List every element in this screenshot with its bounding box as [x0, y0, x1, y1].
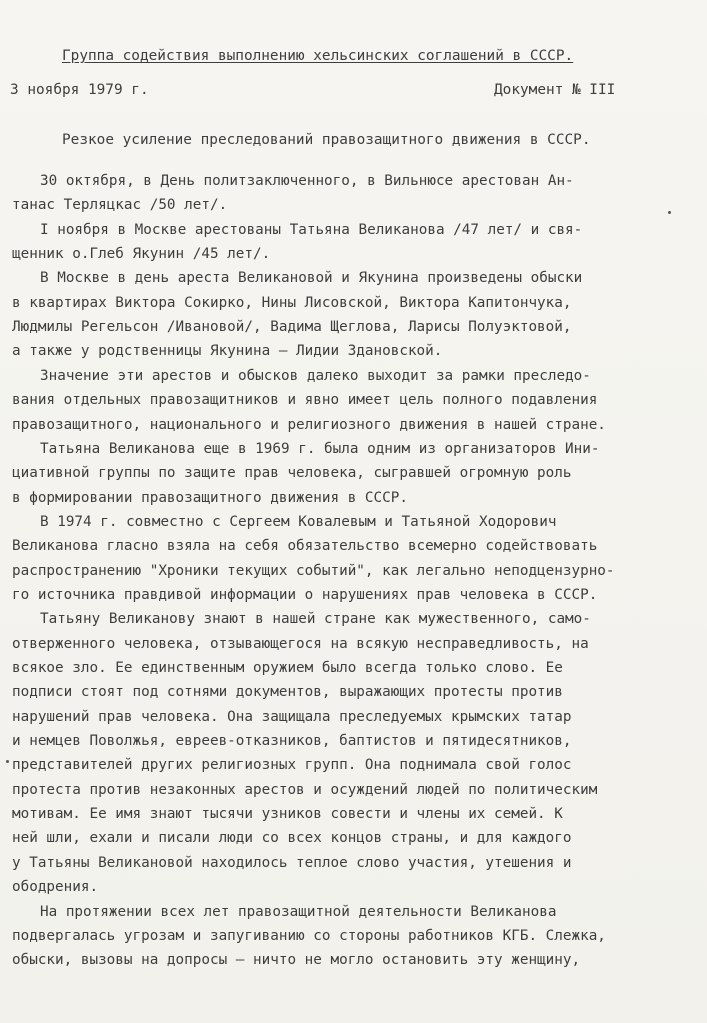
body-line: в формировании правозащитного движения в СССР. [12, 490, 408, 506]
body-line: 30 октября, в День политзаключенного, в Вильнюсе арестован Ан- [40, 173, 574, 189]
body-line: щенник о.Глеб Якунин /45 лет/. [12, 246, 271, 262]
body-line: В 1974 г. совместно с Сергеем Ковалевым и Татьяной Ходорович [40, 514, 557, 530]
body-line: На протяжении всех лет правозащитной деятельности Великанова [40, 904, 557, 920]
body-line: танас Терляцкас /50 лет/. [12, 197, 228, 213]
body-line: представителей других религиозных групп. Она поднимала свой голос [12, 757, 572, 773]
body-line: Людмилы Регельсон /Ивановой/, Вадима Щеглова, Ларисы Полуэктовой, [12, 319, 572, 335]
body-line: в квартирах Виктора Сокирко, Нины Лисовской, Виктора Капитончука, [12, 295, 572, 311]
body-line: и немцев Поволжья, евреев-отказников, баптистов и пятидесятников, [12, 733, 572, 749]
body-line: го источника правдивой информации о нарушениях прав человека в СССР. [12, 587, 598, 603]
body-line: подписи стоят под сотнями документов, выражающих протесты против [12, 684, 563, 700]
body-line: всякое зло. Ее единственным оружием было всегда только слово. Ее [12, 660, 563, 676]
document-title: Группа содействия выполнению хельсинских соглашений в СССР. [62, 48, 574, 64]
document-number: Документ № III [494, 82, 616, 98]
body-line: нарушений прав человека. Она защищала преследуемых крымских татар [12, 709, 572, 725]
body-line: циативной группы по защите прав человека, сыгравшей огромную роль [12, 465, 572, 481]
body-line: у Татьяны Великановой находилось теплое слово участия, утешения и [12, 855, 572, 871]
body-line: а также у родственницы Якунина – Лидии Здановской. [12, 343, 443, 359]
body-line: I ноября в Москве арестованы Татьяна Великанова /47 лет/ и свя- [40, 222, 583, 238]
body-line: подвергалась угрозам и запугиванию со стороны работников КГБ. Слежка, [12, 928, 606, 944]
body-line: Татьяну Великанову знают в нашей стране как мужественного, само- [40, 611, 591, 627]
body-line: обыски, вызовы на допросы – ничто не могло остановить эту женщину, [12, 952, 581, 968]
body-line: ободрения. [12, 879, 99, 895]
document-date: 3 ноября 1979 г. [10, 82, 149, 98]
body-line: распространению "Хроники текущих событий", как легально неподцензурно- [12, 563, 615, 579]
body-line: отверженного человека, отзывающегося на всякую несправедливость, на [12, 636, 589, 652]
document-subtitle: Резкое усиление преследований правозащитного движения в СССР. [62, 132, 591, 148]
body-line: мотивам. Ее имя знают тысячи узников совести и члены их семей. К [12, 806, 563, 822]
body-line: протеста против незаконных арестов и осуждений людей по политическим [12, 782, 598, 798]
body-line: Татьяна Великанова еще в 1969 г. была одним из организаторов Ини- [40, 441, 600, 457]
body-line: ней шли, ехали и писали люди со всех концов страны, и для каждого [12, 830, 572, 846]
body-line: вания отдельных правозащитников и явно имеет цель полного подавления [12, 392, 598, 408]
body-line: В Москве в день ареста Великановой и Якунина произведены обыски [40, 270, 583, 286]
body-line: правозащитного, национального и религиозного движения в нашей стране. [12, 417, 606, 433]
body-line: Значение эти арестов и обысков далеко выходит за рамки преследо- [40, 368, 591, 384]
paper-speck [668, 211, 671, 214]
paper-speck [6, 760, 9, 763]
body-line: Великанова гласно взяла на себя обязательство всемерно содействовать [12, 538, 598, 554]
